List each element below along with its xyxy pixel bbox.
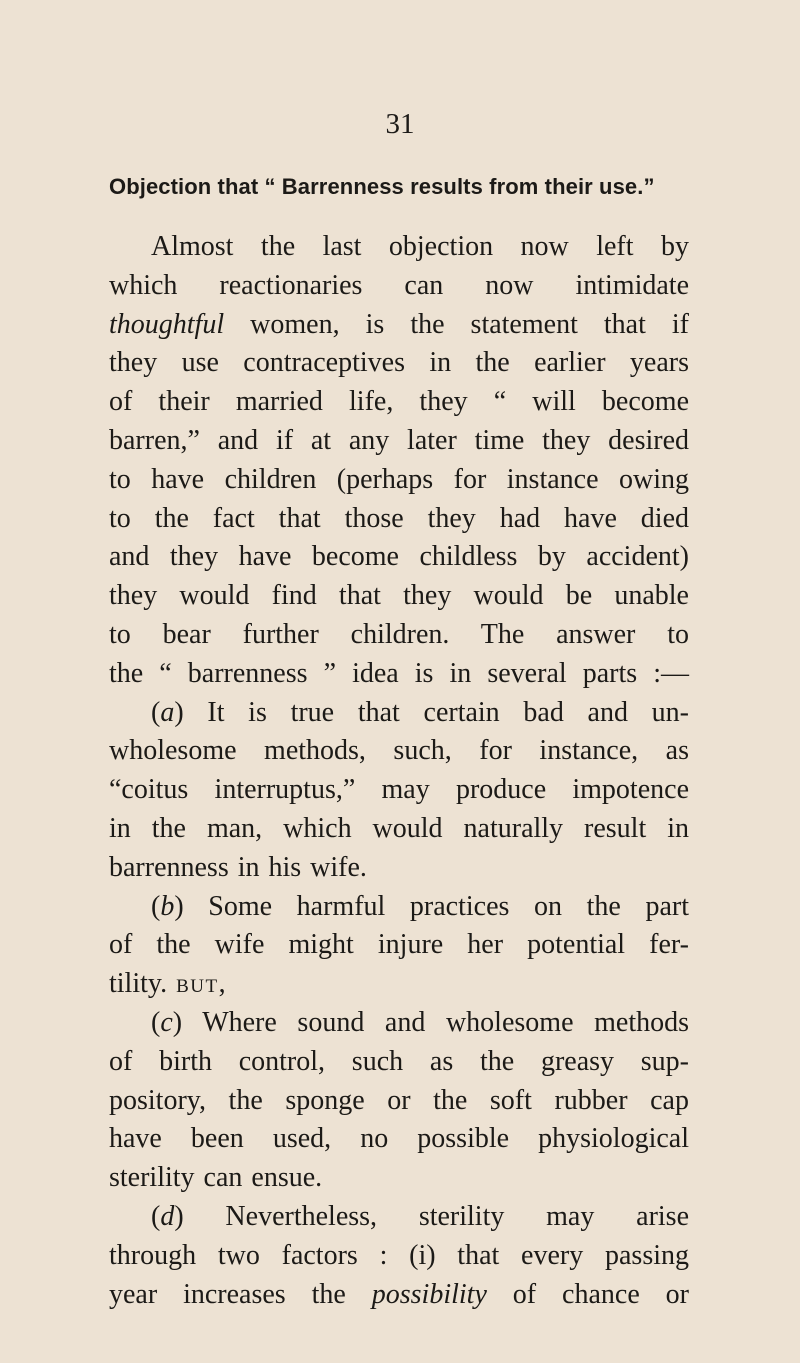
text-line: barrenness in his wife. bbox=[109, 851, 367, 883]
text-line: of their married life, they “ will become bbox=[109, 386, 689, 418]
text-line: through two factors : (i) that every passing bbox=[109, 1239, 689, 1271]
text-line: “coitus interruptus,” may produce impotence bbox=[109, 774, 689, 806]
item-label: a bbox=[160, 696, 175, 728]
text-line: which reactionaries can now intimidate bbox=[109, 269, 689, 301]
item-label: b bbox=[160, 890, 175, 922]
italic-word: possibility bbox=[371, 1278, 487, 1310]
small-caps-but: BUT bbox=[176, 976, 219, 998]
text-line: they would find that they would be unable bbox=[109, 580, 689, 612]
body-text bbox=[109, 228, 689, 1314]
page-number: 31 bbox=[385, 108, 415, 140]
text-line-c: (c) Where sound and wholesome methods bbox=[151, 1006, 689, 1038]
text-line-b: (b) Some harmful practices on the part bbox=[151, 890, 689, 922]
text-line: and they have become childless by accident) bbox=[109, 541, 689, 573]
text-line: to bear further children. The answer to bbox=[109, 618, 689, 650]
text-line: Almost the last objection now left by bbox=[151, 231, 689, 262]
text-line: to have children (perhaps for instance owing bbox=[109, 463, 689, 495]
text-line: to the fact that those they had have died bbox=[109, 502, 689, 534]
text-line-d: (d) Nevertheless, sterility may arise bbox=[151, 1200, 689, 1232]
italic-word: thoughtful bbox=[109, 308, 225, 340]
section-heading: Objection that “ Barrenness results from their use.” bbox=[109, 174, 655, 199]
text-line: of the wife might injure her potential fer- bbox=[109, 929, 689, 961]
text-line-italic-mid: year increases the possibility of chance or bbox=[109, 1278, 690, 1310]
text-line: wholesome methods, such, for instance, as bbox=[109, 735, 689, 767]
text-line: barren,” and if at any later time they desired bbox=[109, 424, 689, 456]
text-line-but: tility. BUT, bbox=[109, 968, 226, 1000]
text-line-italic-start bbox=[109, 306, 689, 345]
text-line: of birth control, such as the greasy sup- bbox=[109, 1045, 689, 1077]
text-line: in the man, which would naturally result in bbox=[109, 812, 689, 844]
text-line: the “ barrenness ” idea is in several parts :— bbox=[109, 657, 689, 689]
item-label: d bbox=[160, 1200, 175, 1232]
text-line-rest: women, is the statement that if bbox=[224, 308, 689, 340]
item-label: c bbox=[160, 1006, 173, 1038]
text-line: sterility can ensue. bbox=[109, 1162, 323, 1194]
text-line: pository, the sponge or the soft rubber cap bbox=[109, 1084, 689, 1116]
text-line: have been used, no possible physiological bbox=[109, 1123, 689, 1155]
text-line: they use contraceptives in the earlier years bbox=[109, 347, 689, 379]
text-line-a: (a) It is true that certain bad and un- bbox=[151, 696, 689, 728]
